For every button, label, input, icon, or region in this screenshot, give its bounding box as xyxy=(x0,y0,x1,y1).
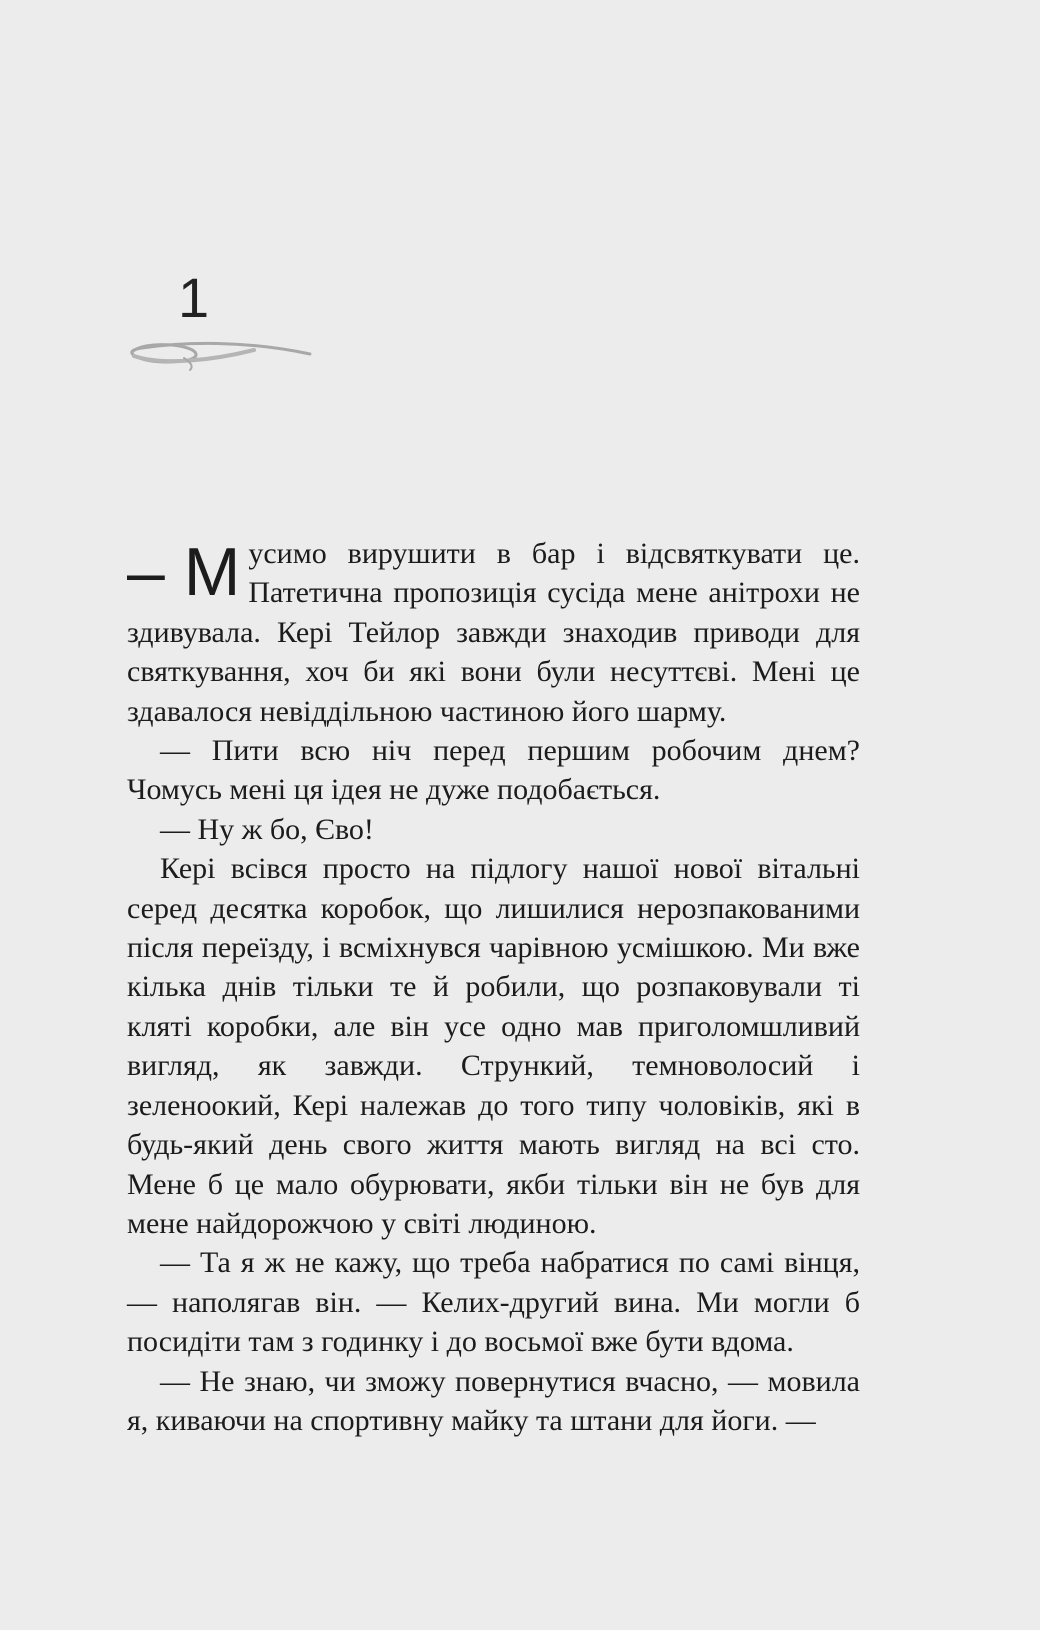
drop-cap: – М xyxy=(127,534,241,610)
paragraph-3: — Ну ж бо, Єво! xyxy=(160,812,374,846)
paragraph-4: Кері всівся просто на підлогу нашої нової вітальні серед десятка коробок, що лишилися нерозпакованими після переїзду, і всміхнувся чарівною усмішкою. Ми вже кілька днів тільки те й робили, що розпаковували ті кляті коробки, але він усе одно мав приголомшливий вигляд, як завжди. Стрункий, темноволосий і зеленоокий, Кері належав до того типу чоловіків, які в будь-який день свого життя мають вигляд на всі сто. Мене б це мало обурювати, якби тільки він не був для мене найдорожчою у світі людиною. xyxy=(127,852,860,1240)
chapter-flourish-ornament xyxy=(124,340,314,380)
paragraph-2: — Пити всю ніч перед першим робочим днем? Чомусь мені ця ідея не дуже подобається. xyxy=(127,734,860,807)
chapter-text xyxy=(127,534,860,1440)
paragraph-6: — Не знаю, чи зможу повернутися вчасно, — мовила я, киваючи на спортивну майку та штани для йоги. — xyxy=(127,1364,860,1437)
chapter-number: 1 xyxy=(178,266,210,329)
paragraph-1-text: усимо вирушити в бар і відсвяткувати це. Патетична пропозиція сусіда мене анітрохи не здивувала. Кері Тейлор завжди знаходив приводи для святкування, хоч би які вони були несуттєві. Мені це здавалося невіддільною частиною його шарму. xyxy=(127,537,860,728)
paragraph-5: — Та я ж не кажу, що треба набратися по самі вінця, — наполягав він. — Келих-другий вина. Ми могли б посидіти там з годинку і до восьмої вже бути вдома. xyxy=(127,1246,860,1359)
paragraph-1 xyxy=(127,534,860,731)
